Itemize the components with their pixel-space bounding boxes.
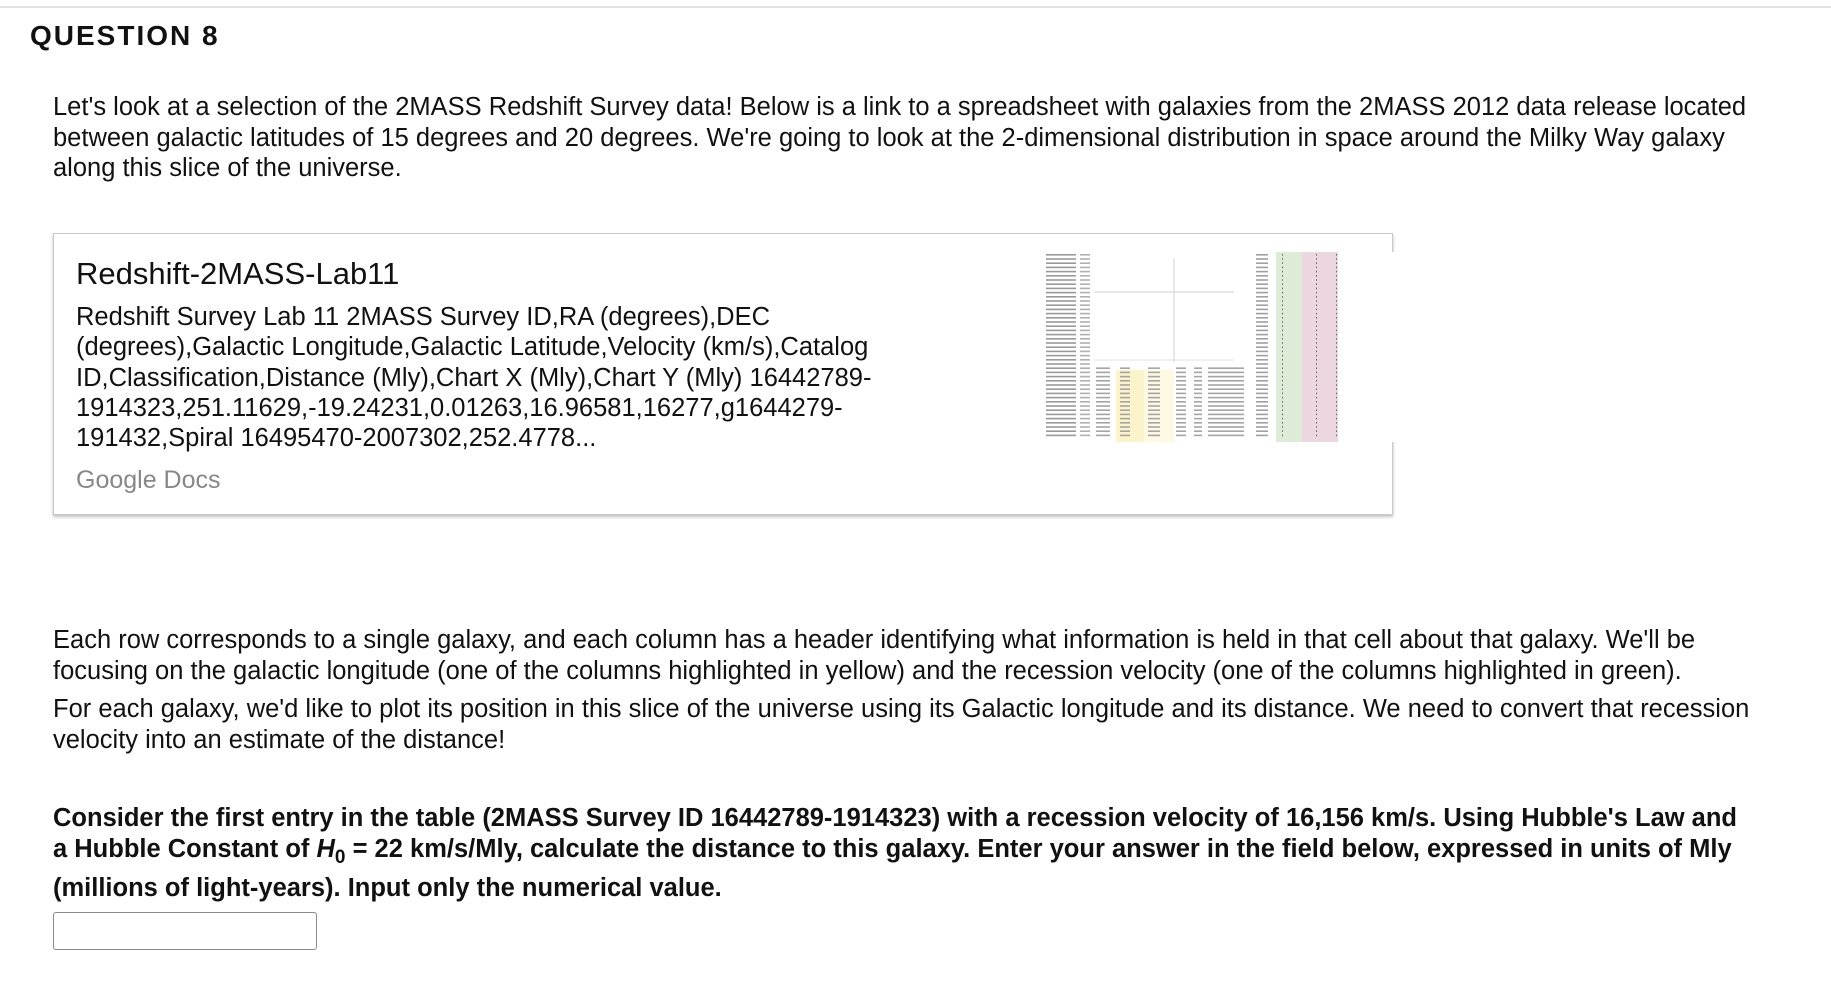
hubble-subscript: 0	[334, 847, 346, 868]
link-card-source: Google Docs	[76, 466, 221, 494]
top-divider	[0, 6, 1831, 8]
prompt-text-a: Consider the first entry in the table (2MASS Survey ID 16442789-1914323) with a recession velocity of 16,156 km/s. Using Hubble's Law and a Hubble Constant of	[53, 804, 1738, 863]
intro-paragraph: Let's look at a selection of the 2MASS Redshift Survey data! Below is a link to a spreadsheet with galaxies from the 2MASS 2012 data release located between galactic latitudes of 15 degrees and 20 degrees. We're going to look at the 2-dimensional distribution in space around the Milky Way galaxy along this slice of the universe.	[53, 93, 1747, 182]
answer-input[interactable]	[53, 912, 317, 950]
question-title: QUESTION 8	[30, 20, 220, 51]
paragraph-columns: Each row corresponds to a single galaxy, and each column has a header identifying what information is held in that cell about that galaxy. We'll be focusing on the galactic longitude (one of the columns highlighted in yellow) and the recession velocity (one of the columns highlighted in green).	[53, 626, 1696, 685]
question-prompt	[53, 803, 1753, 904]
link-preview-card[interactable]	[53, 233, 1393, 515]
spreadsheet-thumbnail-icon[interactable]	[1044, 252, 1404, 442]
prompt-text-b: = 22 km/s/Mly, calculate the distance to this galaxy. Enter your answer in the field below, expressed in units of Mly (millions of light-years). Input only the numerical value.	[53, 835, 1732, 902]
hubble-symbol: H	[316, 835, 335, 863]
link-card-description: Redshift Survey Lab 11 2MASS Survey ID,RA (degrees),DEC (degrees),Galactic Longitude,Galactic Latitude,Velocity (km/s),Catalog ID,Classification,Distance (Mly),Chart X (Mly),Chart Y (Mly) 16442789-1914323,251.11629,-19.24231,0.01263,16.96581,16277,g1644279-191432,Spiral 16495470-2007302,252.4778...	[76, 303, 872, 453]
link-card-title[interactable]: Redshift-2MASS-Lab11	[76, 256, 400, 291]
paragraph-plot: For each galaxy, we'd like to plot its position in this slice of the universe using its Galactic longitude and its distance. We need to convert that recession velocity into an estimate of the distance!	[53, 695, 1750, 754]
